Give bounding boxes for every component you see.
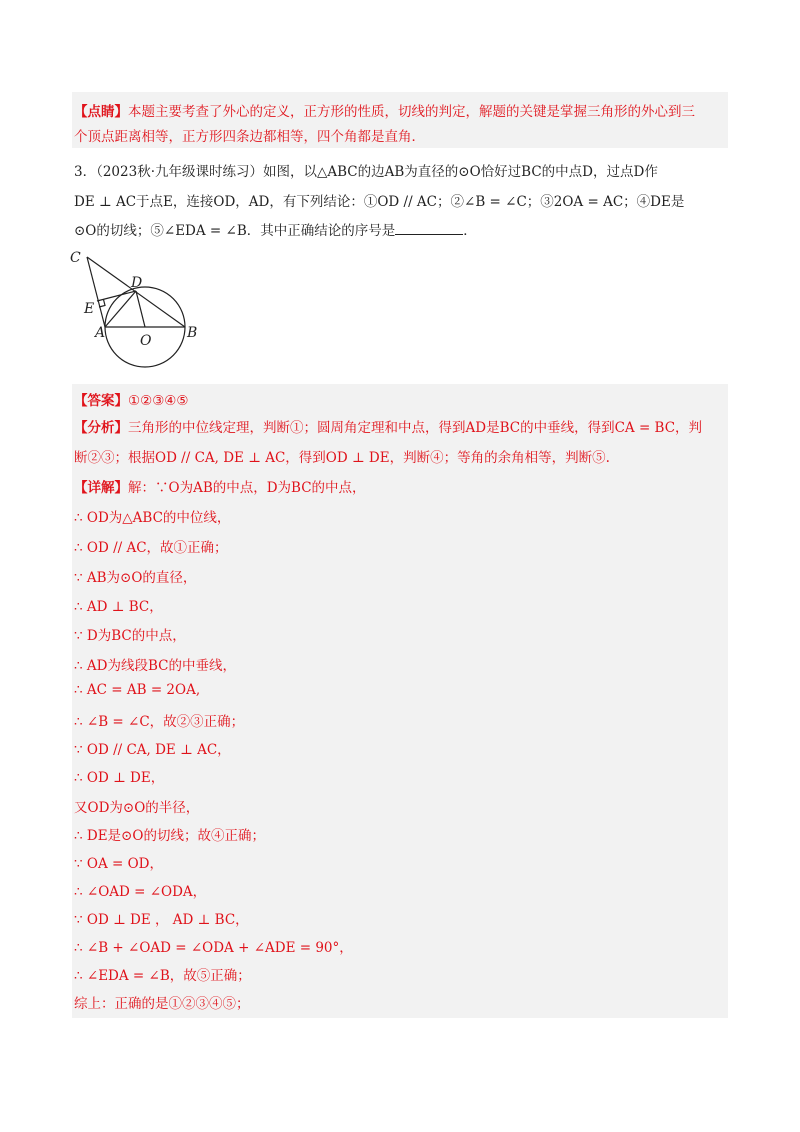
step-13: ∵ OA = OD， <box>74 856 163 872</box>
label-e: E <box>84 301 95 317</box>
question-line-1: 3．（2023秋·九年级课时练习）如图，以△ABC的边AB为直径的⊙O恰好过BC的中点D，过点D作 <box>74 164 658 180</box>
step-6: ∴ AD为线段BC的中垂线， <box>74 658 236 674</box>
label-d: D <box>131 275 143 291</box>
step-8: ∴ ∠B = ∠C，故②③正确； <box>74 714 245 730</box>
detail-first: 解：∵O为AB的中点，D为BC的中点， <box>128 480 366 496</box>
label-o: O <box>140 333 152 349</box>
analysis-line-1 <box>74 416 702 436</box>
answer-line <box>74 389 189 409</box>
answer-blank <box>395 222 463 235</box>
answer-value: ①②③④⑤ <box>128 393 189 409</box>
answer-tag: 【答案】 <box>74 393 128 409</box>
step-7: ∴ AC = AB = 2OA, <box>74 682 201 698</box>
segment-od <box>136 291 145 327</box>
step-15: ∵ OD ⊥ DE ， AD ⊥ BC， <box>74 912 249 928</box>
analysis-text-1: 三角形的中位线定理，判断①；圆周角定理和中点，得到AD是BC的中垂线，得到CA = BC，判 <box>128 420 703 436</box>
step-4: ∴ AD ⊥ BC， <box>74 599 163 615</box>
comment-line-2: 个顶点距离相等，正方形四条边都相等，四个角都是直角． <box>74 129 425 145</box>
step-16: ∴ ∠B + ∠OAD = ∠ODA + ∠ADE = 90°， <box>74 940 353 956</box>
step-11: 又OD为⊙O的半径， <box>74 800 200 816</box>
geometry-figure <box>68 247 228 377</box>
label-a: A <box>95 325 106 341</box>
analysis-tag: 【分析】 <box>74 420 128 436</box>
comment-text-1: 本题主要考查了外心的定义，正方形的性质，切线的判定，解题的关键是掌握三角形的外心到三 <box>128 104 695 120</box>
comment-line-1 <box>74 100 695 120</box>
step-2: ∴ OD // AC，故①正确； <box>74 540 228 556</box>
step-18: 综上：正确的是①②③④⑤； <box>74 996 250 1012</box>
question-line-3 <box>74 219 477 239</box>
comment-block <box>72 92 728 148</box>
step-12: ∴ DE是⊙O的切线；故④正确； <box>74 828 265 844</box>
detail-tag: 【详解】 <box>74 480 128 496</box>
label-c: C <box>70 250 81 266</box>
step-3: ∵ AB为⊙O的直径， <box>74 570 197 586</box>
solution-block <box>72 384 728 1018</box>
step-17: ∴ ∠EDA = ∠B，故⑤正确； <box>74 968 251 984</box>
step-10: ∴ OD ⊥ DE， <box>74 770 165 786</box>
step-14: ∴ ∠OAD = ∠ODA， <box>74 884 207 900</box>
question-text-3-end: ． <box>463 223 477 239</box>
label-b: B <box>187 325 198 341</box>
step-9: ∵ OD // CA, DE ⊥ AC， <box>74 742 231 758</box>
detail-line <box>74 476 366 496</box>
analysis-line-2: 断②③；根据OD // CA, DE ⊥ AC，得到OD ⊥ DE，判断④；等角的余角相等，判断⑤. <box>74 450 610 466</box>
step-5: ∵ D为BC的中点， <box>74 628 186 644</box>
question-text-3: ⊙O的切线；⑤∠EDA = ∠B．其中正确结论的序号是 <box>74 223 396 239</box>
question-line-2: DE ⊥ AC于点E，连接OD，AD，有下列结论：①OD // AC；②∠B = ∠C；③2OA = AC；④DE是 <box>74 194 685 210</box>
step-1: ∴ OD为△ABC的中位线， <box>74 510 231 526</box>
comment-tag: 【点睛】 <box>74 104 128 120</box>
